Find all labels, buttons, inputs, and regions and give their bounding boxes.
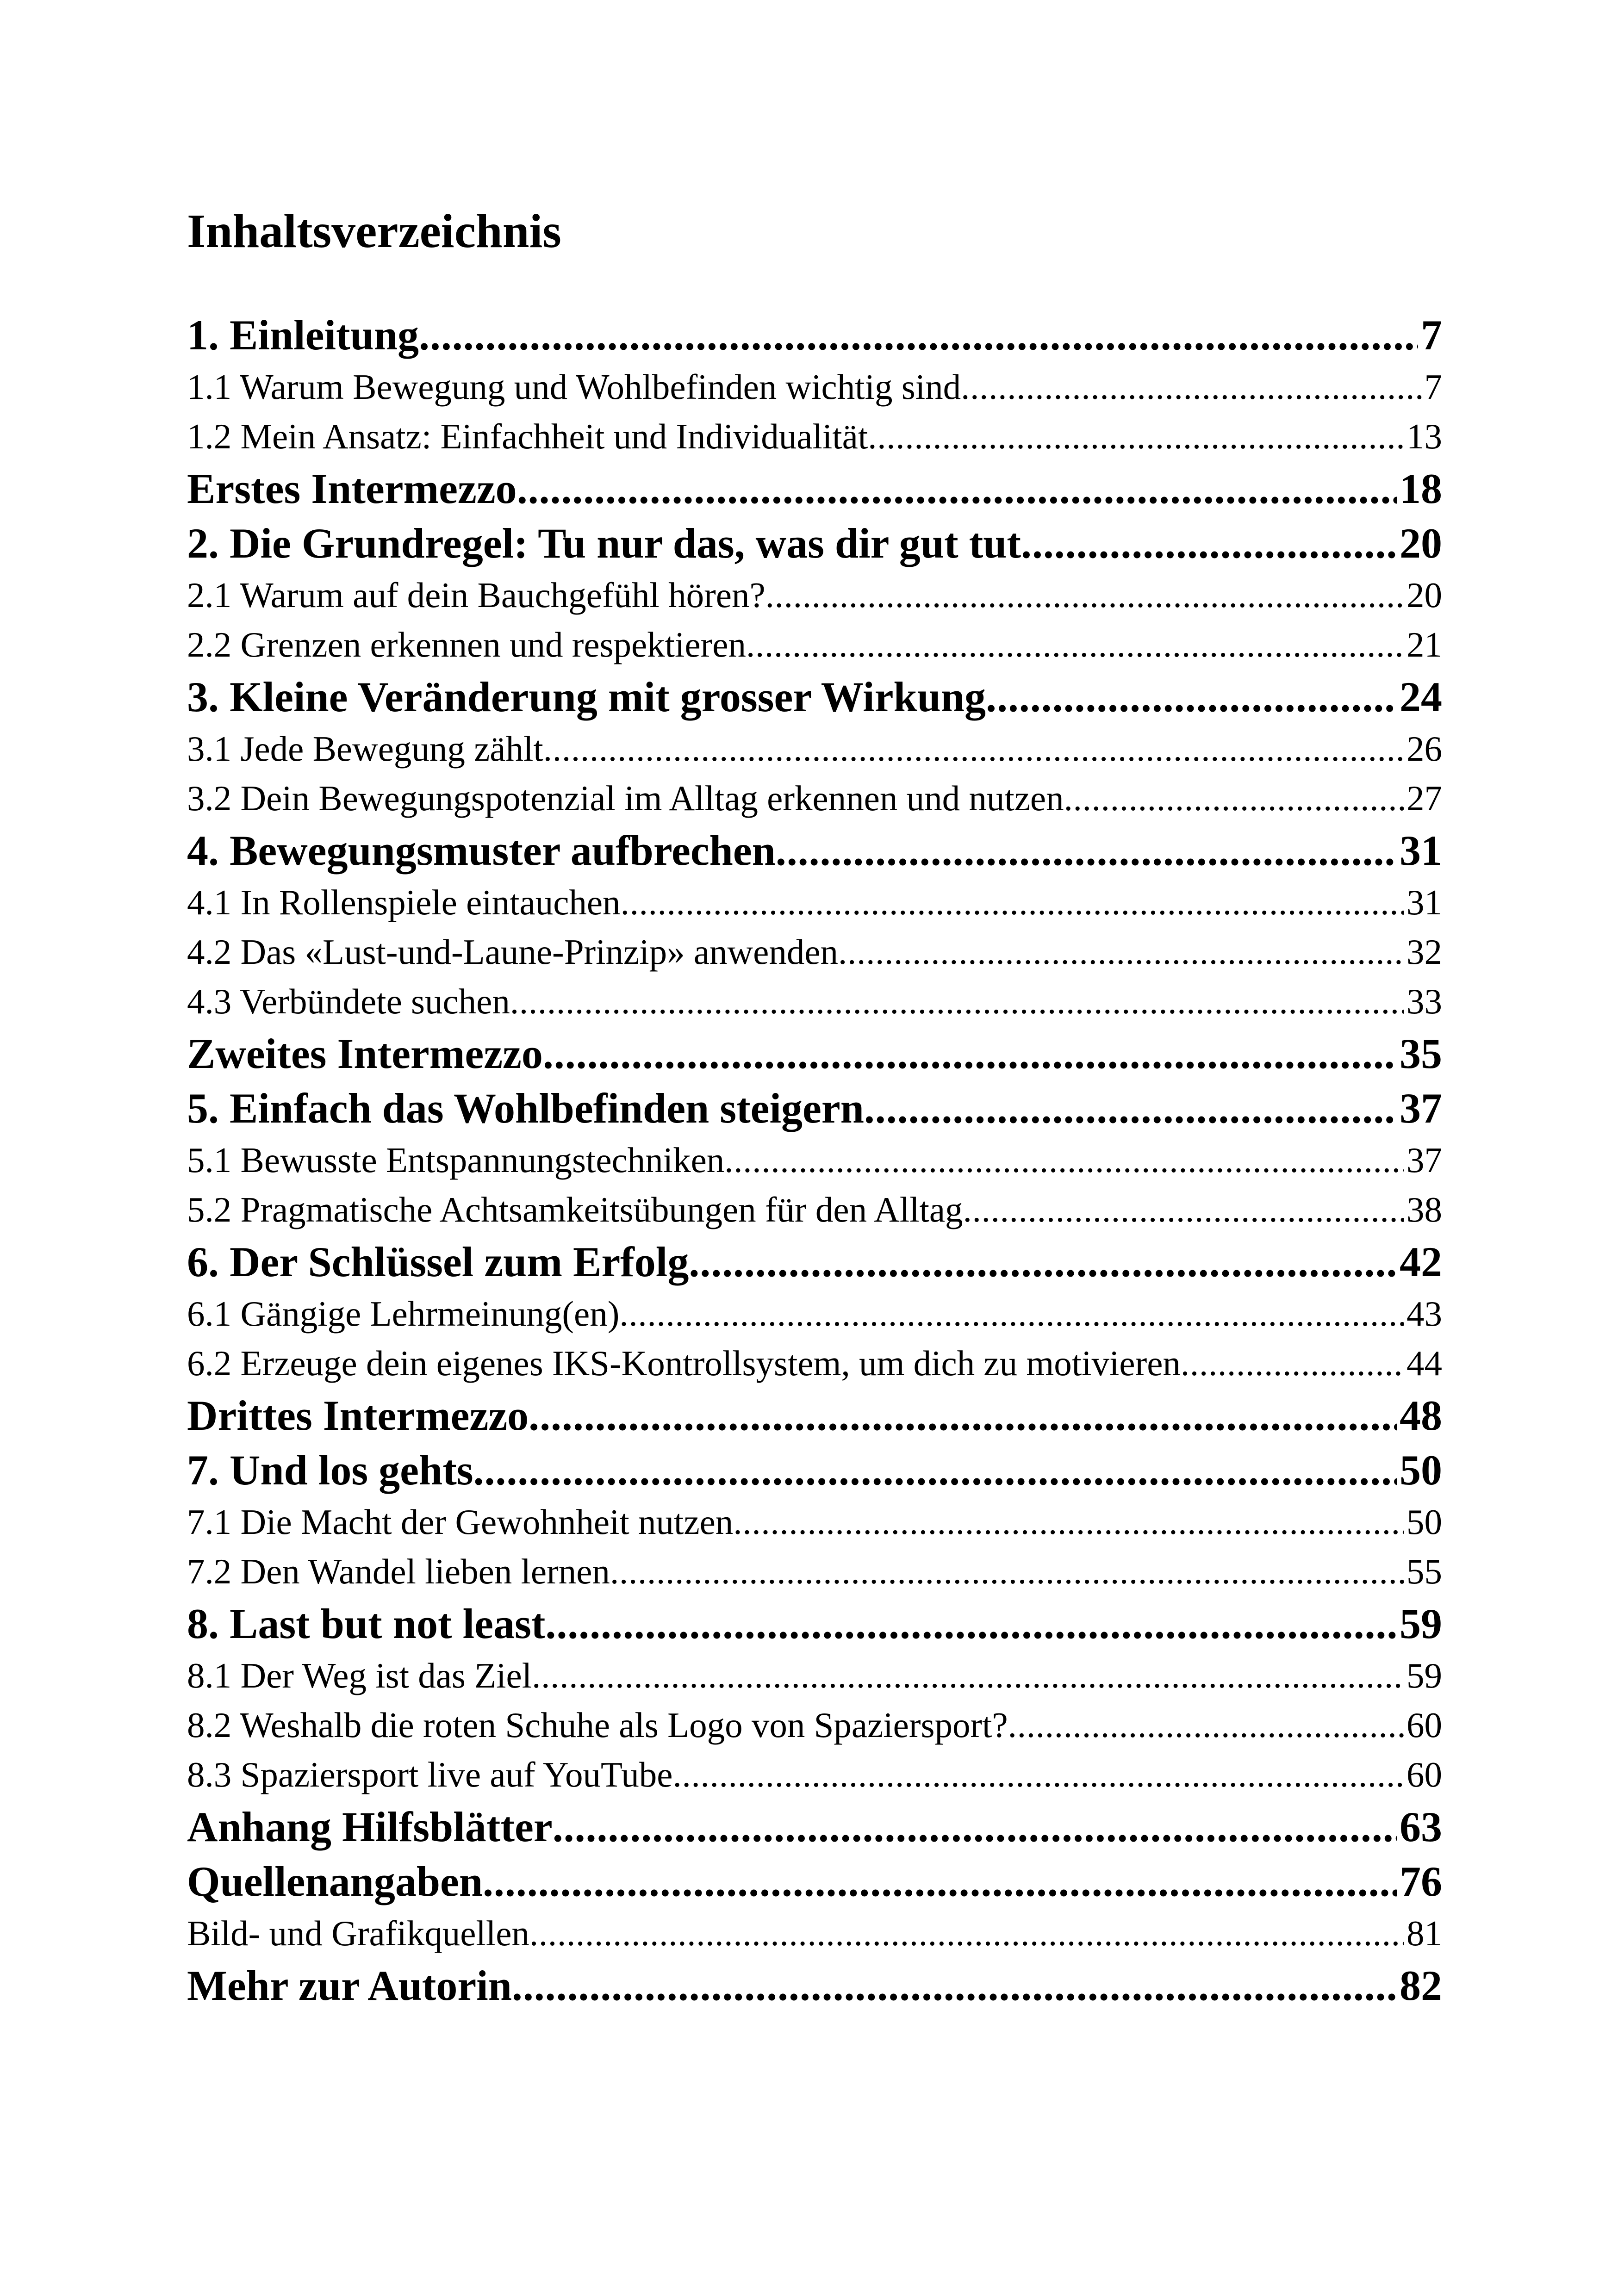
toc-dot-leader (1008, 1700, 1404, 1750)
toc-page-number: 48 (1400, 1392, 1442, 1439)
toc-page-number: 60 (1406, 1705, 1442, 1745)
toc-page-number: 20 (1406, 575, 1442, 615)
toc-chapter-entry (187, 1596, 1442, 1651)
toc-dot-leader (621, 878, 1404, 927)
toc-page-number: 37 (1400, 1085, 1442, 1132)
toc-entry-label: 3. Kleine Veränderung mit grosser Wirkung (187, 673, 986, 720)
toc-dot-leader (529, 1388, 1397, 1443)
toc-chapter-entry (187, 823, 1442, 878)
toc-dot-leader (553, 1800, 1397, 1854)
toc-section-entry (187, 1497, 1442, 1547)
toc-page-number: 63 (1400, 1803, 1442, 1850)
toc-dot-leader (512, 1958, 1397, 2013)
toc-entry-label: Erstes Intermezzo (187, 465, 517, 512)
toc-section-entry (187, 977, 1442, 1026)
toc-page-number: 81 (1406, 1913, 1442, 1953)
toc-page-number: 44 (1406, 1343, 1442, 1383)
toc-chapter-entry (187, 461, 1442, 516)
toc-entry-label: Anhang Hilfsblätter (187, 1803, 553, 1850)
toc-dot-leader (689, 1235, 1397, 1289)
toc-page-number: 33 (1406, 981, 1442, 1021)
table-of-contents (187, 308, 1442, 2013)
toc-entry-label: 4.2 Das «Lust-und-Laune-Prinzip» anwenden (187, 932, 839, 972)
toc-entry-label: Zweites Intermezzo (187, 1030, 543, 1077)
toc-chapter-entry (187, 1235, 1442, 1289)
toc-section-entry (187, 1289, 1442, 1339)
toc-entry-label: 4.1 In Rollenspiele eintauchen (187, 882, 621, 922)
toc-entry-label: 8.2 Weshalb die roten Schuhe als Logo von Spaziersport? (187, 1705, 1008, 1745)
toc-entry-label: 6.2 Erzeuge dein eigenes IKS-Kontrollsystem, um dich zu motivieren (187, 1343, 1181, 1383)
toc-entry-label: 5.1 Bewusste Entspannungstechniken (187, 1140, 725, 1180)
toc-section-entry (187, 1185, 1442, 1235)
toc-page-number: 38 (1406, 1190, 1442, 1229)
toc-dot-leader (963, 1185, 1404, 1235)
toc-section-entry (187, 1339, 1442, 1388)
toc-chapter-entry (187, 1443, 1442, 1497)
toc-chapter-entry (187, 1854, 1442, 1909)
toc-dot-leader (765, 571, 1404, 620)
toc-entry-label: 2. Die Grundregel: Tu nur das, was dir gut tut (187, 520, 1021, 567)
toc-entry-label: 8.3 Spaziersport live auf YouTube (187, 1755, 673, 1794)
toc-page-number: 59 (1400, 1600, 1442, 1647)
toc-entry-label: 1.2 Mein Ansatz: Einfachheit und Individualität (187, 416, 868, 456)
toc-section-entry (187, 620, 1442, 670)
toc-section-entry (187, 571, 1442, 620)
toc-page-number: 7 (1424, 367, 1442, 407)
toc-dot-leader (868, 412, 1404, 461)
toc-dot-leader (746, 620, 1404, 670)
toc-entry-label: Bild- und Grafikquellen (187, 1913, 529, 1953)
toc-dot-leader (510, 977, 1404, 1026)
toc-section-entry (187, 878, 1442, 927)
toc-section-entry (187, 774, 1442, 823)
toc-dot-leader (543, 1026, 1397, 1081)
toc-page-number: 26 (1406, 729, 1442, 769)
toc-section-entry (187, 1547, 1442, 1596)
toc-entry-label: 8. Last but not least (187, 1600, 546, 1647)
toc-page-number: 20 (1400, 520, 1442, 567)
toc-page-number: 59 (1406, 1656, 1442, 1695)
toc-dot-leader (545, 1596, 1397, 1651)
toc-entry-label: 4. Bewegungsmuster aufbrechen (187, 827, 776, 874)
toc-entry-label: 4.3 Verbündete suchen (187, 981, 510, 1021)
toc-dot-leader (532, 1651, 1404, 1700)
toc-entry-label: 3.1 Jede Bewegung zählt (187, 729, 543, 769)
toc-dot-leader (672, 1750, 1404, 1800)
toc-page-number: 37 (1406, 1140, 1442, 1180)
toc-entry-label: 3.2 Dein Bewegungspotenzial im Alltag erkennen und nutzen (187, 778, 1064, 818)
toc-entry-label: 5. Einfach das Wohlbefinden steigern (187, 1085, 864, 1132)
toc-entry-label: 8.1 Der Weg ist das Ziel (187, 1656, 532, 1695)
page-title: Inhaltsverzeichnis (187, 205, 561, 258)
toc-entry-label: 1.1 Warum Bewegung und Wohlbefinden wichtig sind (187, 367, 961, 407)
toc-dot-leader (619, 1289, 1404, 1339)
toc-page-number: 50 (1400, 1446, 1442, 1494)
toc-dot-leader (1181, 1339, 1404, 1388)
toc-dot-leader (1064, 774, 1404, 823)
toc-entry-label: 5.2 Pragmatische Achtsamkeitsübungen für den Alltag (187, 1190, 963, 1229)
toc-entry-label: Drittes Intermezzo (187, 1392, 529, 1439)
toc-page-number: 43 (1406, 1294, 1442, 1334)
toc-page-number: 55 (1406, 1551, 1442, 1591)
toc-section-entry (187, 724, 1442, 774)
toc-entry-label: 1. Einleitung (187, 311, 419, 359)
toc-entry-label: 7.2 Den Wandel lieben lernen (187, 1551, 610, 1591)
toc-page-number: 76 (1400, 1858, 1442, 1905)
toc-chapter-entry (187, 670, 1442, 724)
toc-dot-leader (838, 927, 1404, 977)
toc-dot-leader (986, 670, 1397, 724)
toc-chapter-entry (187, 1388, 1442, 1443)
toc-page-number: 18 (1400, 465, 1442, 512)
toc-chapter-entry (187, 516, 1442, 571)
toc-page-number: 31 (1400, 827, 1442, 874)
toc-entry-label: 6.1 Gängige Lehrmeinung(en) (187, 1294, 620, 1334)
toc-page-number: 21 (1406, 625, 1442, 664)
toc-dot-leader (483, 1854, 1397, 1909)
toc-page-number: 60 (1406, 1755, 1442, 1794)
toc-page-number: 42 (1400, 1238, 1442, 1285)
toc-entry-label: 7.1 Die Macht der Gewohnheit nutzen (187, 1502, 734, 1542)
toc-dot-leader (733, 1497, 1404, 1547)
toc-dot-leader (517, 461, 1397, 516)
toc-page-number: 27 (1406, 778, 1442, 818)
toc-page-number: 13 (1406, 416, 1442, 456)
toc-section-entry (187, 1651, 1442, 1700)
toc-dot-leader (1021, 516, 1397, 571)
toc-page-number: 31 (1406, 882, 1442, 922)
toc-entry-label: Mehr zur Autorin (187, 1962, 512, 2009)
toc-dot-leader (724, 1136, 1404, 1185)
toc-page-number: 7 (1421, 311, 1442, 359)
toc-page-number: 32 (1406, 932, 1442, 972)
toc-dot-leader (864, 1081, 1397, 1136)
toc-dot-leader (961, 362, 1421, 412)
toc-section-entry (187, 927, 1442, 977)
toc-entry-label: 7. Und los gehts (187, 1446, 473, 1494)
toc-entry-label: 2.1 Warum auf dein Bauchgefühl hören? (187, 575, 765, 615)
toc-chapter-entry (187, 308, 1442, 362)
toc-dot-leader (610, 1547, 1404, 1596)
toc-section-entry (187, 1909, 1442, 1958)
toc-section-entry (187, 412, 1442, 461)
toc-section-entry (187, 1700, 1442, 1750)
toc-section-entry (187, 362, 1442, 412)
toc-section-entry (187, 1750, 1442, 1800)
toc-chapter-entry (187, 1800, 1442, 1854)
toc-dot-leader (473, 1443, 1397, 1497)
toc-page-number: 24 (1400, 673, 1442, 720)
toc-page-number: 35 (1400, 1030, 1442, 1077)
toc-entry-label: 6. Der Schlüssel zum Erfolg (187, 1238, 689, 1285)
toc-chapter-entry (187, 1081, 1442, 1136)
toc-dot-leader (543, 724, 1404, 774)
toc-page-number: 50 (1406, 1502, 1442, 1542)
toc-entry-label: 2.2 Grenzen erkennen und respektieren (187, 625, 746, 664)
toc-dot-leader (529, 1909, 1404, 1958)
toc-dot-leader (419, 308, 1418, 362)
toc-page-number: 82 (1400, 1962, 1442, 2009)
toc-chapter-entry (187, 1958, 1442, 2013)
toc-chapter-entry (187, 1026, 1442, 1081)
toc-entry-label: Quellenangaben (187, 1858, 483, 1905)
toc-dot-leader (776, 823, 1397, 878)
toc-section-entry (187, 1136, 1442, 1185)
